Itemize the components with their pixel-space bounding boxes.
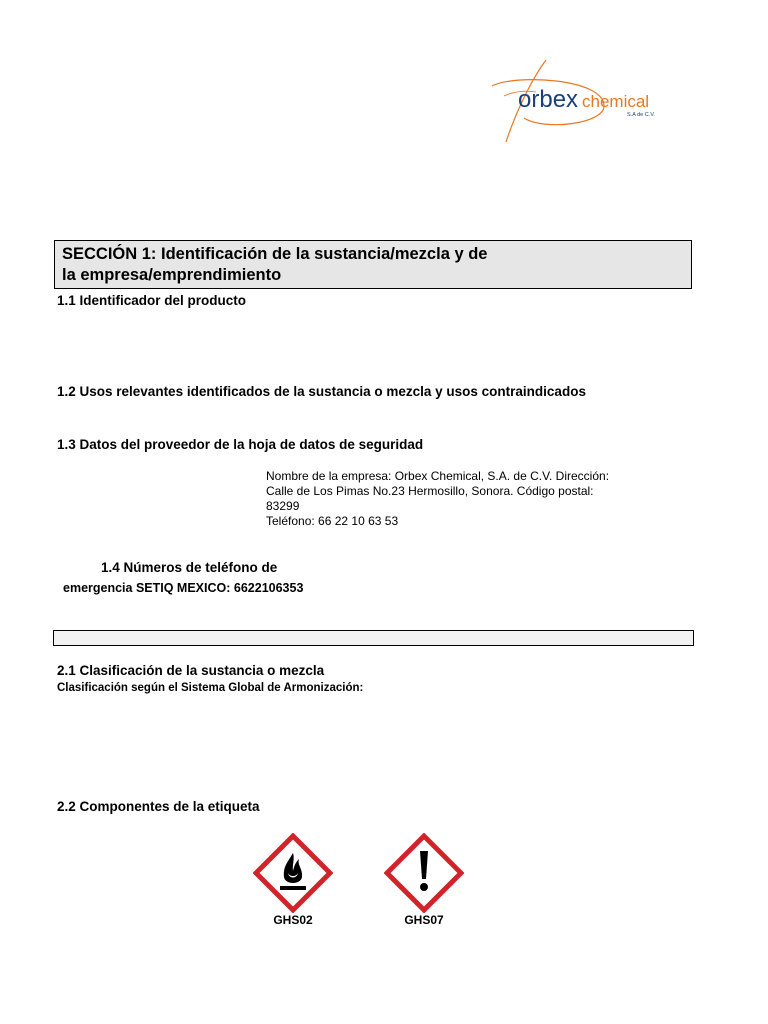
section-2-header xyxy=(53,630,694,646)
supplier-line-4: Teléfono: 66 22 10 63 53 xyxy=(266,514,399,528)
logo-text-chemical: chemical xyxy=(582,92,650,111)
heading-1-1: 1.1 Identificador del producto xyxy=(57,293,247,308)
heading-1-4-line2: emergencia SETIQ MEXICO: 6622106353 xyxy=(63,581,304,595)
pictogram-ghs07 xyxy=(384,833,464,927)
section-1-header xyxy=(54,240,692,289)
classification-subtitle: Clasificación según el Sistema Global de Armonización: xyxy=(57,682,364,694)
heading-1-4-line1: 1.4 Números de teléfono de xyxy=(101,560,278,575)
section-1-title-line1: SECCIÓN 1: Identificación de la sustancia/mezcla y de xyxy=(62,245,488,263)
heading-1-2: 1.2 Usos relevantes identificados de la sustancia o mezcla y usos contraindicados xyxy=(57,384,586,399)
logo-text-orbex: orbex xyxy=(518,86,579,113)
logo-text-suffix: S.A de C.V. xyxy=(627,112,655,118)
exclamation-icon xyxy=(384,833,464,913)
supplier-line-3: 83299 xyxy=(266,499,300,513)
pictogram-code-ghs02: GHS02 xyxy=(273,913,313,927)
heading-2-1: 2.1 Clasificación de la sustancia o mezcla xyxy=(57,663,325,678)
pictogram-code-ghs07: GHS07 xyxy=(404,913,444,927)
orbex-logo-graphic xyxy=(484,56,670,148)
heading-2-2: 2.2 Componentes de la etiqueta xyxy=(57,799,260,814)
supplier-line-1: Nombre de la empresa: Orbex Chemical, S.A. de C.V. Dirección: xyxy=(266,469,610,483)
supplier-details xyxy=(266,469,666,529)
flame-icon xyxy=(253,833,333,913)
section-1-title-line2: la empresa/emprendimiento xyxy=(62,266,282,284)
supplier-line-2: Calle de Los Pimas No.23 Hermosillo, Sonora. Código postal: xyxy=(266,484,594,498)
heading-1-3: 1.3 Datos del proveedor de la hoja de datos de seguridad xyxy=(57,437,424,452)
pictogram-ghs02 xyxy=(253,833,333,927)
company-logo xyxy=(484,56,670,148)
